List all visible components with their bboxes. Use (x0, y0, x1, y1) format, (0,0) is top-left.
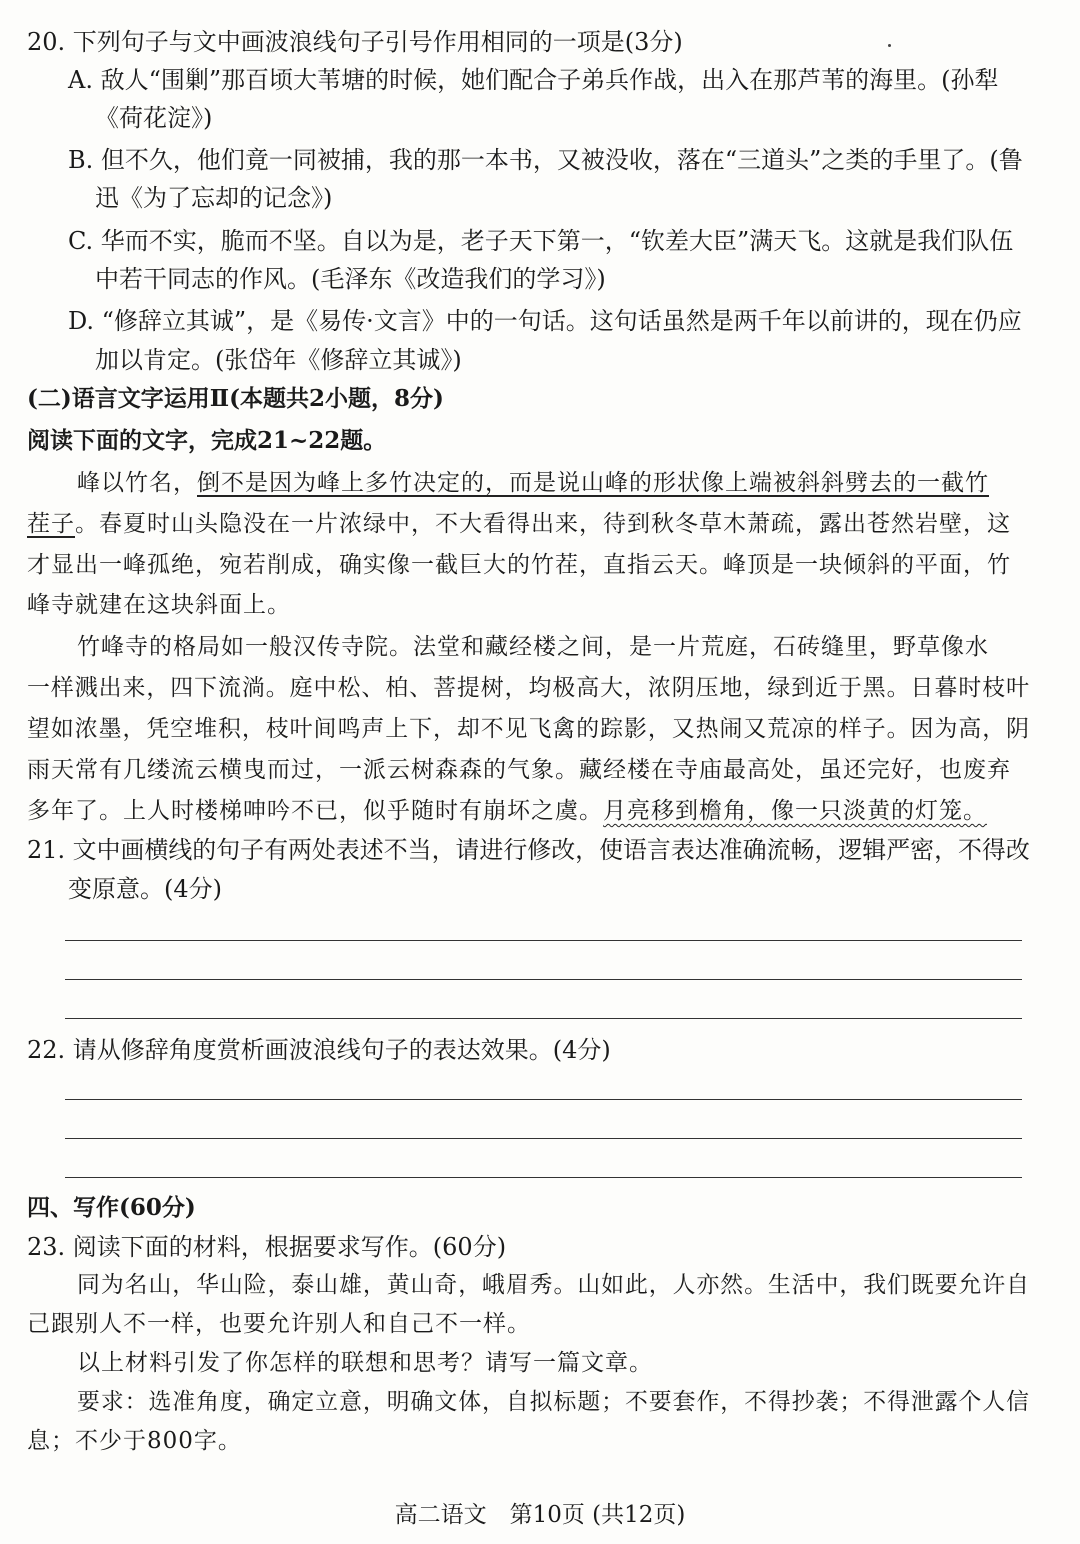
q21-answer-line[interactable] (65, 979, 1022, 980)
underlined-sentence-part1: 倒不是因为峰上多竹决定的，而是说山峰的形状像上端被斜斜劈去的一截竹 (197, 470, 989, 496)
passage-p1-line3: 才显出一峰孤绝，宛若削成，确实像一截巨大的竹茬，直指云天。峰顶是一块倾斜的平面，竹 (27, 552, 1011, 578)
q20-option-c-line1: C. 华而不实，脆而不坚。自以为是，老子天下第一，“钦差大臣”满天飞。这就是我们队伍 (68, 227, 1014, 255)
q23-requirements-line2: 息；不少于800字。 (27, 1428, 242, 1454)
q20-option-d-line2: 加以肯定。(张岱年《修辞立其诚》) (95, 346, 462, 374)
q23-prompt: 以上材料引发了你怎样的联想和思考？请写一篇文章。 (77, 1350, 653, 1376)
q21-stem-line2: 变原意。(4分) (68, 875, 222, 903)
wavy-underlined-sentence: 月亮移到檐角，像一只淡黄的灯笼。 (603, 798, 987, 824)
q23-requirements-line1: 要求：选准角度，确定立意，明确文体，自拟标题；不要套作，不得抄袭；不得泄露个人信 (77, 1389, 1030, 1415)
passage-p2-line5-start: 多年了。上人时楼梯呻吟不已，似乎随时有崩坏之虞。 (27, 798, 603, 824)
q20-option-b-line1: B. 但不久，他们竟一同被捕，我的那一本书，又被没收，落在“三道头”之类的手里了。(鲁 (68, 146, 1023, 174)
passage-p2-line2: 一样溅出来，四下流淌。庭中松、柏、菩提树，均极高大，浓阴压地，绿到近于黑。日暮时枝叶 (27, 675, 1030, 701)
q22-answer-line[interactable] (65, 1138, 1022, 1139)
q20-option-a-line2: 《荷花淀》) (95, 104, 213, 132)
passage-p2-line1: 竹峰寺的格局如一般汉传寺院。法堂和藏经楼之间，是一片荒庭，石砖缝里，野草像水 (77, 634, 989, 660)
q20-stem: 20. 下列句子与文中画波浪线句子引号作用相同的一项是(3分) (27, 28, 683, 56)
page-footer: 高二语文 第10页 (共12页) (394, 1502, 686, 1528)
passage-p2-line3: 望如浓墨，凭空堆积，枝叶间鸣声上下，却不见飞禽的踪影，又热闹又荒凉的样子。因为高，阴 (27, 716, 1030, 742)
passage-p1-line1 (77, 466, 989, 500)
q23-material-line1: 同为名山，华山险，泰山雄，黄山奇，峨眉秀。山如此，人亦然。生活中，我们既要允许自 (77, 1272, 1030, 1298)
q20-option-a-line1: A. 敌人“围剿”那百顷大苇塘的时候，她们配合子弟兵作战，出入在那芦苇的海里。(孙犁 (68, 66, 999, 94)
q23-stem: 23. 阅读下面的材料，根据要求写作。(60分) (27, 1233, 507, 1261)
scan-speck (888, 44, 891, 47)
q21-answer-line[interactable] (65, 940, 1022, 941)
passage-p2-line4: 雨天常有几缕流云横曳而过，一派云树森森的气象。藏经楼在寺庙最高处，虽还完好，也废弃 (27, 757, 1011, 783)
underlined-sentence-part2: 茬子 (27, 511, 75, 537)
q20-option-d-line1: D. “修辞立其诚”，是《易传·文言》中的一句话。这句话虽然是两千年以前讲的，现在仍应 (68, 307, 1022, 335)
passage-p1-line2-rest: 。春夏时山头隐没在一片浓绿中，不大看得出来，待到秋冬草木萧疏，露出苍然岩壁，这 (75, 511, 1011, 537)
q23-material-line2: 己跟别人不一样，也要允许别人和自己不一样。 (27, 1311, 531, 1337)
passage-p2-line5 (27, 794, 987, 828)
passage-p1-line4: 峰寺就建在这块斜面上。 (27, 592, 291, 618)
q22-answer-line[interactable] (65, 1177, 1022, 1178)
q22-answer-line[interactable] (65, 1099, 1022, 1100)
section-4-heading: 四、写作(60分) (27, 1194, 196, 1221)
passage-p1-line1-start: 峰以竹名， (77, 470, 197, 496)
q20-option-b-line2: 迅《为了忘却的记念》) (95, 184, 333, 212)
q21-stem-line1: 21. 文中画横线的句子有两处表述不当，请进行修改，使语言表达准确流畅，逻辑严密，不得改 (27, 836, 1030, 864)
q20-option-c-line2: 中若干同志的作风。(毛泽东《改造我们的学习》) (95, 265, 606, 293)
passage-p1-line2 (27, 507, 1011, 541)
section-2-instruction: 阅读下面的文字，完成21~22题。 (27, 427, 387, 454)
q22-stem: 22. 请从修辞角度赏析画波浪线句子的表达效果。(4分) (27, 1036, 611, 1064)
section-2-heading: (二)语言文字运用Ⅱ(本题共2小题，8分) (27, 385, 444, 412)
q21-answer-line[interactable] (65, 1018, 1022, 1019)
